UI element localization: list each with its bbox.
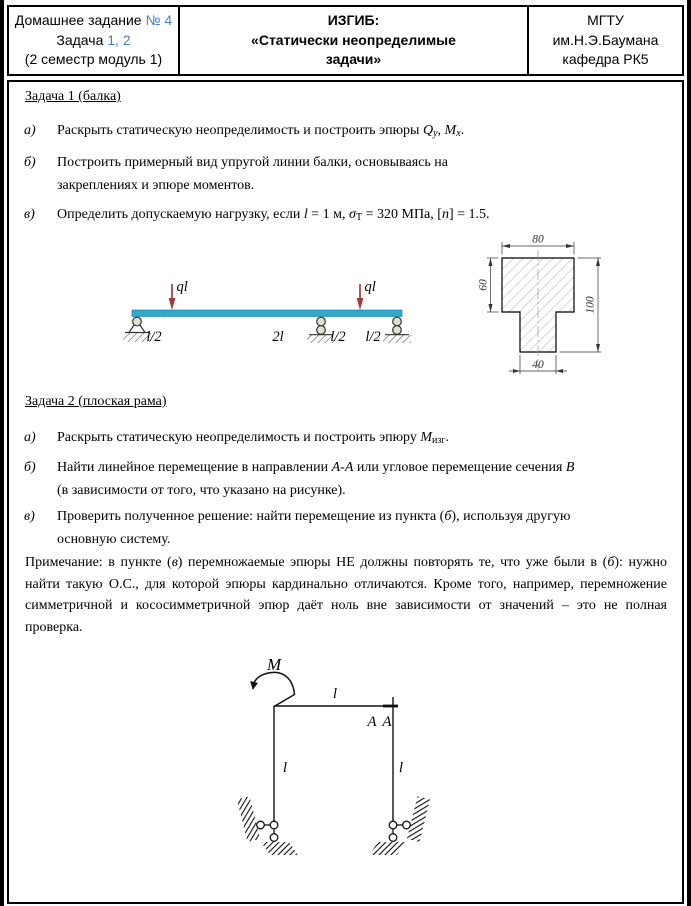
support-left	[237, 796, 298, 855]
dim-60-label: 60	[477, 279, 490, 291]
header-line: им.Н.Э.Баумана	[552, 31, 659, 48]
section-a-label-1: A	[367, 714, 377, 730]
item-label: в)	[24, 207, 35, 222]
task1-title: Задача 1 (балка)	[25, 89, 121, 104]
cross-section-diagram	[477, 222, 680, 380]
item-text: Найти линейное перемещение в направлении A-A или угловое перемещение сечения B	[57, 460, 575, 475]
header-cell-topic	[178, 7, 527, 74]
dim-arrow	[489, 258, 493, 266]
moment-arrowhead	[250, 681, 258, 690]
roller-pin	[270, 834, 278, 842]
section-a-label-2: A	[382, 714, 392, 730]
dim-arrow	[596, 258, 600, 266]
frame-len-left: l	[282, 760, 288, 776]
support-ground	[369, 842, 406, 855]
item-text: Проверить полученное решение: найти перемещение из пункта (б), используя другую	[57, 509, 571, 524]
load-label-right: ql	[364, 279, 376, 295]
hinge-node	[389, 821, 397, 829]
header-line: (2 семестр модуль 1)	[24, 51, 163, 68]
item-label: а)	[24, 123, 36, 138]
header-line: ИЗГИБ:	[327, 12, 380, 29]
dim-arrow	[502, 244, 510, 248]
dim-40-label: 40	[532, 359, 544, 371]
load-arrow-left	[169, 284, 176, 310]
beam-bar	[132, 310, 402, 317]
frame-len-right: l	[398, 760, 404, 776]
beam-dim-4: l/2	[365, 329, 381, 345]
support-right	[369, 796, 430, 855]
dim-100-label: 100	[584, 296, 597, 314]
item-label: б)	[24, 155, 36, 170]
roller-pin	[403, 821, 411, 829]
header-line: кафедра РК5	[562, 51, 649, 68]
load-label-left: ql	[176, 279, 188, 295]
header-cell-assignment	[9, 7, 178, 74]
item-text: закреплениях и эпюре моментов.	[57, 178, 255, 193]
item-label: в)	[24, 509, 35, 524]
header-cell-university	[527, 7, 682, 74]
dim-arrow	[566, 244, 574, 248]
item-text: Определить допускаемую нагрузку, если l = 1 м, σТ = 320 МПа, [n] = 1.5.	[57, 207, 490, 223]
header-line: МГТУ	[587, 12, 624, 29]
dim-arrow	[513, 369, 520, 373]
item-text: Раскрыть статическую неопределимость и построить эпюру Mизг.	[57, 430, 450, 446]
support-wall	[407, 796, 430, 842]
frame-len-beam: l	[332, 686, 338, 702]
load-arrow-right	[357, 284, 364, 310]
task2-item-b	[24, 456, 574, 502]
beam-dim-3: l/2	[330, 329, 346, 345]
task2-item-v	[24, 505, 570, 551]
item-text: (в зависимости от того, что указано на рисунке).	[57, 483, 346, 498]
page-left-edge	[0, 0, 4, 906]
header-table	[7, 5, 684, 76]
page-right-edge	[687, 0, 691, 906]
roller-support-right	[383, 317, 411, 343]
support-ground	[261, 842, 298, 855]
dim-arrow	[489, 304, 493, 312]
item-text: основную систему.	[57, 532, 171, 547]
task1-item-v	[24, 203, 490, 229]
task2-title: Задача 2 (плоская рама)	[25, 394, 167, 409]
dim-80-label: 80	[532, 233, 544, 246]
task2-item-a	[24, 426, 449, 452]
hinge-node	[270, 821, 278, 829]
item-label: а)	[24, 430, 36, 445]
item-text: Раскрыть статическую неопределимость и построить эпюры Qy, Mx.	[57, 123, 465, 139]
header-line: Задача 1, 2	[56, 31, 131, 48]
beam-dim-1: l/2	[146, 329, 162, 345]
moment-label: M	[267, 655, 282, 674]
support-wall	[237, 796, 260, 842]
task1-item-b	[24, 151, 448, 197]
moment-arrow	[254, 672, 295, 706]
note-paragraph: Примечание: в пункте (в) перемножаемые эпюры НЕ должны повторять те, что уже были в (б): нужно найти такую О.С., для которой эпюры кардинально отличаются. Кроме того, например, перемножение симметричной и кососимметричной эпюр даёт ноль вне зависимости от значений – это не полная проверка.	[25, 555, 667, 635]
dim-arrow	[596, 344, 600, 352]
dim-arrow	[556, 369, 563, 373]
header-line: задачи»	[325, 51, 382, 68]
roller-pin	[389, 834, 397, 842]
header-line: Домашнее задание № 4	[14, 12, 173, 29]
beam-dim-2: 2l	[272, 329, 284, 345]
item-label: б)	[24, 460, 36, 475]
task1-item-a	[24, 119, 464, 145]
header-line: «Статически неопределимые	[251, 31, 456, 48]
beam-diagram	[88, 240, 458, 352]
roller-pin	[257, 821, 265, 829]
frame-diagram	[215, 638, 445, 866]
item-text: Построить примерный вид упругой линии балки, основываясь на	[57, 155, 448, 170]
